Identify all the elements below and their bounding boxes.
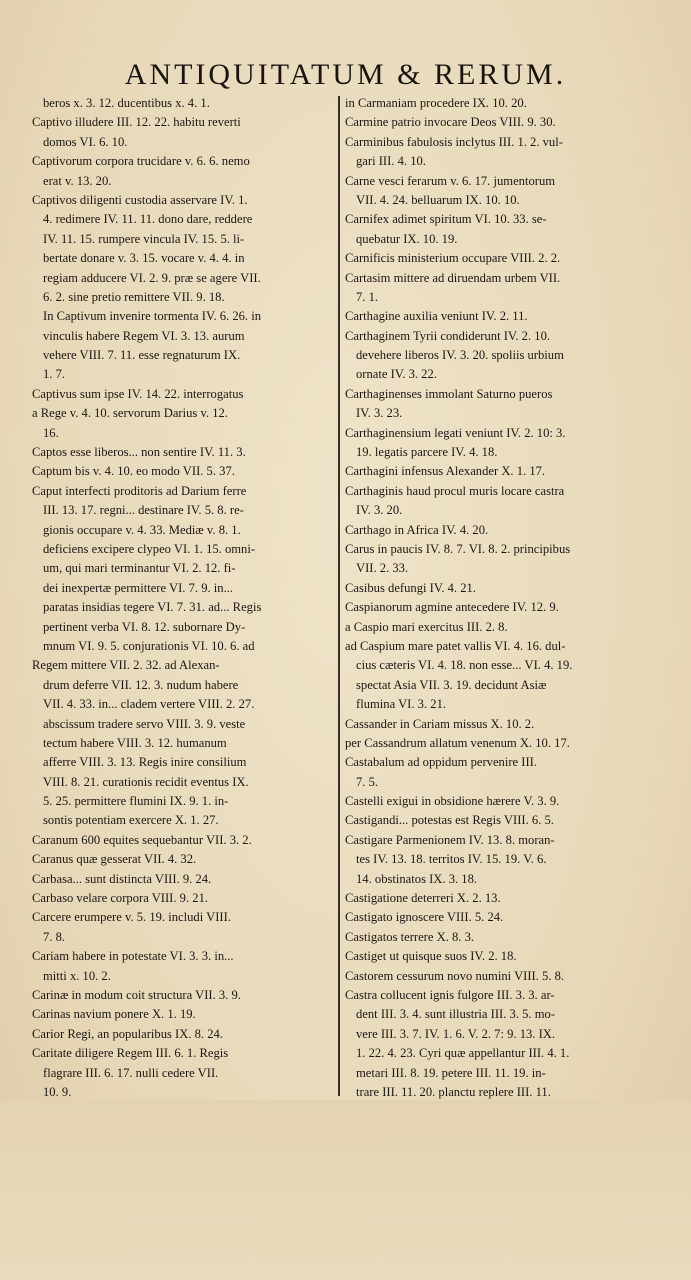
index-line: devehere liberos IV. 3. 20. spoliis urbium xyxy=(356,348,564,363)
index-line: Castra collucent ignis fulgore III. 3. 3. ar- xyxy=(345,987,555,1002)
index-line: 1. 7. xyxy=(43,367,66,382)
index-line: 5. 25. permittere flumini IX. 9. 1. in- xyxy=(43,794,229,809)
index-line: Caranum 600 equites sequebantur VII. 3. 2. xyxy=(32,832,252,847)
index-line: Castigandi... potestas est Regis VIII. 6. 5. xyxy=(345,813,554,828)
index-line: Caranus quæ gesserat VII. 4. 32. xyxy=(32,852,197,867)
index-line: Carthago in Africa IV. 4. 20. xyxy=(345,522,489,537)
index-line: 6. 2. sine pretio remittere VII. 9. 18. xyxy=(43,289,225,304)
index-line: Captivos diligenti custodia asservare IV. 1. xyxy=(32,192,248,207)
index-line: 19. legatis parcere IV. 4. 18. xyxy=(356,445,498,460)
running-header: ANTIQUITATUM & RERUM. xyxy=(124,58,567,91)
index-line: Captivo illudere III. 12. 22. habitu reverti xyxy=(32,115,241,130)
index-line: IV. 3. 23. xyxy=(356,406,403,421)
index-line: Castigatione deterreri X. 2. 13. xyxy=(345,891,501,906)
index-line: Regem mittere VII. 2. 32. ad Alexan- xyxy=(32,658,220,673)
index-line: 10. 9. xyxy=(43,1084,72,1099)
index-line: VII. 4. 24. belluarum IX. 10. 10. xyxy=(356,192,520,207)
index-line: Carinæ in modum coit structura VII. 3. 9. xyxy=(32,987,241,1002)
index-line: domos VI. 6. 10. xyxy=(43,134,128,149)
left-column xyxy=(32,94,342,1219)
index-line: metari III. 8. 19. petere III. 11. 19. in- xyxy=(356,1065,546,1080)
index-line: dei inexpertæ permittere VI. 7. 9. in... xyxy=(43,580,234,595)
index-line: 16. xyxy=(43,425,59,440)
index-line: Caritate diligere Regem III. 6. 1. Regis xyxy=(32,1046,229,1061)
index-line: Carthagini infensus Alexander X. 1. 17. xyxy=(345,464,546,479)
index-line: vinculis habere Regem VI. 3. 13. aurum xyxy=(43,328,245,343)
index-line: Captos esse liberos... non sentire IV. 11. 3. xyxy=(32,445,246,460)
index-line: vere III. 3. 7. IV. 1. 6. V. 2. 7: 9. 13. IX. xyxy=(356,1026,556,1041)
index-line: 14. obstinatos IX. 3. 18. xyxy=(356,871,478,886)
index-line: Cassander in Cariam missus X. 10. 2. xyxy=(345,716,535,731)
index-line: IV. 3. 20. xyxy=(356,503,403,518)
index-line: Carthaginenses immolant Saturno pueros xyxy=(345,386,553,401)
index-line: Carbaso velare corpora VIII. 9. 21. xyxy=(32,891,209,906)
index-line: Captum bis v. 4. 10. eo modo VII. 5. 37. xyxy=(32,464,235,479)
index-line: Captivorum corpora trucidare v. 6. 6. nemo xyxy=(32,154,250,169)
index-line: Cartasim mittere ad diruendam urbem VII. xyxy=(345,270,561,285)
index-line: regiam adducere VI. 2. 9. præ se agere VII. xyxy=(43,270,261,285)
index-line: a Caspio mari exercitus III. 2. 8. xyxy=(345,619,508,634)
index-line: 1. 22. 4. 23. Cyri quæ appellantur III. 4. 1. xyxy=(356,1046,570,1061)
index-line: drum deferre VII. 12. 3. nudum habere xyxy=(43,677,239,692)
index-line: Castigato ignoscere VIII. 5. 24. xyxy=(345,910,504,925)
index-line: 4. redimere IV. 11. 11. dono dare, reddere xyxy=(43,212,253,227)
index-line: 7. 8. xyxy=(43,929,66,944)
index-line: Carthagine auxilia veniunt IV. 2. 11. xyxy=(345,309,528,324)
index-line: um, qui mari terminantur VI. 2. 12. fi- xyxy=(43,561,236,576)
index-line: III. 13. 17. regni... destinare IV. 5. 8. re- xyxy=(43,503,244,518)
index-line: Carnifex adimet spiritum VI. 10. 33. se- xyxy=(345,212,547,227)
index-line: spectat Asia VII. 3. 19. decidunt Asiæ xyxy=(356,677,547,692)
index-line: cius cæteris VI. 4. 18. non esse... VI. 4. 19. xyxy=(356,658,573,673)
index-line: Carne vesci ferarum v. 6. 17. jumentorum xyxy=(345,173,556,188)
index-line: Carbasa... sunt distincta VIII. 9. 24. xyxy=(32,871,212,886)
index-line: pertinent verba VI. 8. 12. subornare Dy- xyxy=(43,619,246,634)
index-line: Castiget ut quisque suos IV. 2. 18. xyxy=(345,949,517,964)
index-line: deficiens excipere clypeo VI. 1. 15. omni- xyxy=(43,541,256,556)
index-line: IV. 11. 15. rumpere vincula IV. 15. 5. li- xyxy=(43,231,245,246)
index-line: paratas insidias tegere VI. 7. 31. ad... Regis xyxy=(43,600,262,615)
index-line: VII. 2. 33. xyxy=(356,561,409,576)
index-line: In Captivum invenire tormenta IV. 6. 26. in xyxy=(43,309,262,324)
index-line: Carthaginensium legati veniunt IV. 2. 10: 3. xyxy=(345,425,566,440)
index-line: in Carmaniam procedere IX. 10. 20. xyxy=(345,96,527,110)
index-line: afferre VIII. 3. 13. Regis inire consilium xyxy=(43,755,247,770)
index-line: bertate donare v. 3. 15. vocare v. 4. 4. in xyxy=(43,251,245,266)
index-line: trare III. 11. 20. planctu replere III. 11. xyxy=(356,1084,551,1099)
index-line: Castorem cessurum novo numini VIII. 5. 8. xyxy=(345,968,565,983)
index-line: VII. 4. 33. in... cladem vertere VIII. 2. 27. xyxy=(43,697,255,712)
index-line: gari III. 4. 10. xyxy=(356,154,426,169)
index-line: 7. 1. xyxy=(356,289,379,304)
index-line: vehere VIII. 7. 11. esse regnaturum IX. xyxy=(43,348,241,363)
index-line: mnum VI. 9. 5. conjurationis VI. 10. 6. ad xyxy=(43,638,255,653)
index-line: Carthaginem Tyrii condiderunt IV. 2. 10. xyxy=(345,328,551,343)
index-line: gionis occupare v. 4. 33. Mediæ v. 8. 1. xyxy=(43,522,241,537)
index-line: Carmine patrio invocare Deos VIII. 9. 30. xyxy=(345,115,556,130)
index-line: Captivus sum ipse IV. 14. 22. interrogatus xyxy=(32,386,244,401)
index-line: Castigare Parmenionem IV. 13. 8. moran- xyxy=(345,832,555,847)
blank-page-margin xyxy=(0,1100,691,1280)
index-line: Caspianorum agmine antecedere IV. 12. 9. xyxy=(345,600,559,615)
right-column xyxy=(345,94,663,1219)
index-line: tectum habere VIII. 3. 12. humanum xyxy=(43,735,227,750)
index-line: tes IV. 13. 18. territos IV. 15. 19. V. 6. xyxy=(356,852,547,867)
index-line: a Rege v. 4. 10. servorum Darius v. 12. xyxy=(32,406,228,421)
index-line: beros x. 3. 12. ducentibus x. 4. 1. xyxy=(43,96,210,110)
index-line: Castigatos terrere X. 8. 3. xyxy=(345,929,475,944)
index-line: mitti x. 10. 2. xyxy=(43,968,111,983)
index-line: Carnificis ministerium occupare VIII. 2. 2. xyxy=(345,251,561,266)
index-line: Caput interfecti proditoris ad Darium ferre xyxy=(32,483,247,498)
index-line: sontis potentiam exercere X. 1. 27. xyxy=(43,813,219,828)
index-line: erat v. 13. 20. xyxy=(43,173,112,188)
index-line: Carior Regi, an popularibus IX. 8. 24. xyxy=(32,1026,223,1041)
index-line: ad Caspium mare patet vallis VI. 4. 16. dul- xyxy=(345,638,566,653)
index-line: flumina VI. 3. 21. xyxy=(356,697,447,712)
index-line: Cariam habere in potestate VI. 3. 3. in... xyxy=(32,949,234,964)
index-line: 7. 5. xyxy=(356,774,379,789)
index-line: ornate IV. 3. 22. xyxy=(356,367,437,382)
index-line: Carinas navium ponere X. 1. 19. xyxy=(32,1007,196,1022)
index-line: Carcere erumpere v. 5. 19. includi VIII. xyxy=(32,910,231,925)
index-line: per Cassandrum allatum venenum X. 10. 17. xyxy=(345,735,570,750)
index-line: Casibus defungi IV. 4. 21. xyxy=(345,580,476,595)
index-line: flagrare III. 6. 17. nulli cedere VII. xyxy=(43,1065,219,1080)
index-line: Castelli exigui in obsidione hærere V. 3. 9. xyxy=(345,794,560,809)
index-line: Castabalum ad oppidum pervenire III. xyxy=(345,755,537,770)
index-line: Carminibus fabulosis inclytus III. 1. 2. vul- xyxy=(345,134,563,149)
index-line: VIII. 8. 21. curationis recidit eventus IX. xyxy=(43,774,249,789)
index-line: quebatur IX. 10. 19. xyxy=(356,231,458,246)
index-line: abscissum tradere servo VIII. 3. 9. veste xyxy=(43,716,246,731)
index-line: Carus in paucis IV. 8. 7. VI. 8. 2. principibus xyxy=(345,541,571,556)
index-line: Carthaginis haud procul muris locare castra xyxy=(345,483,565,498)
index-line: dent III. 3. 4. sunt illustria III. 3. 5. mo- xyxy=(356,1007,556,1022)
